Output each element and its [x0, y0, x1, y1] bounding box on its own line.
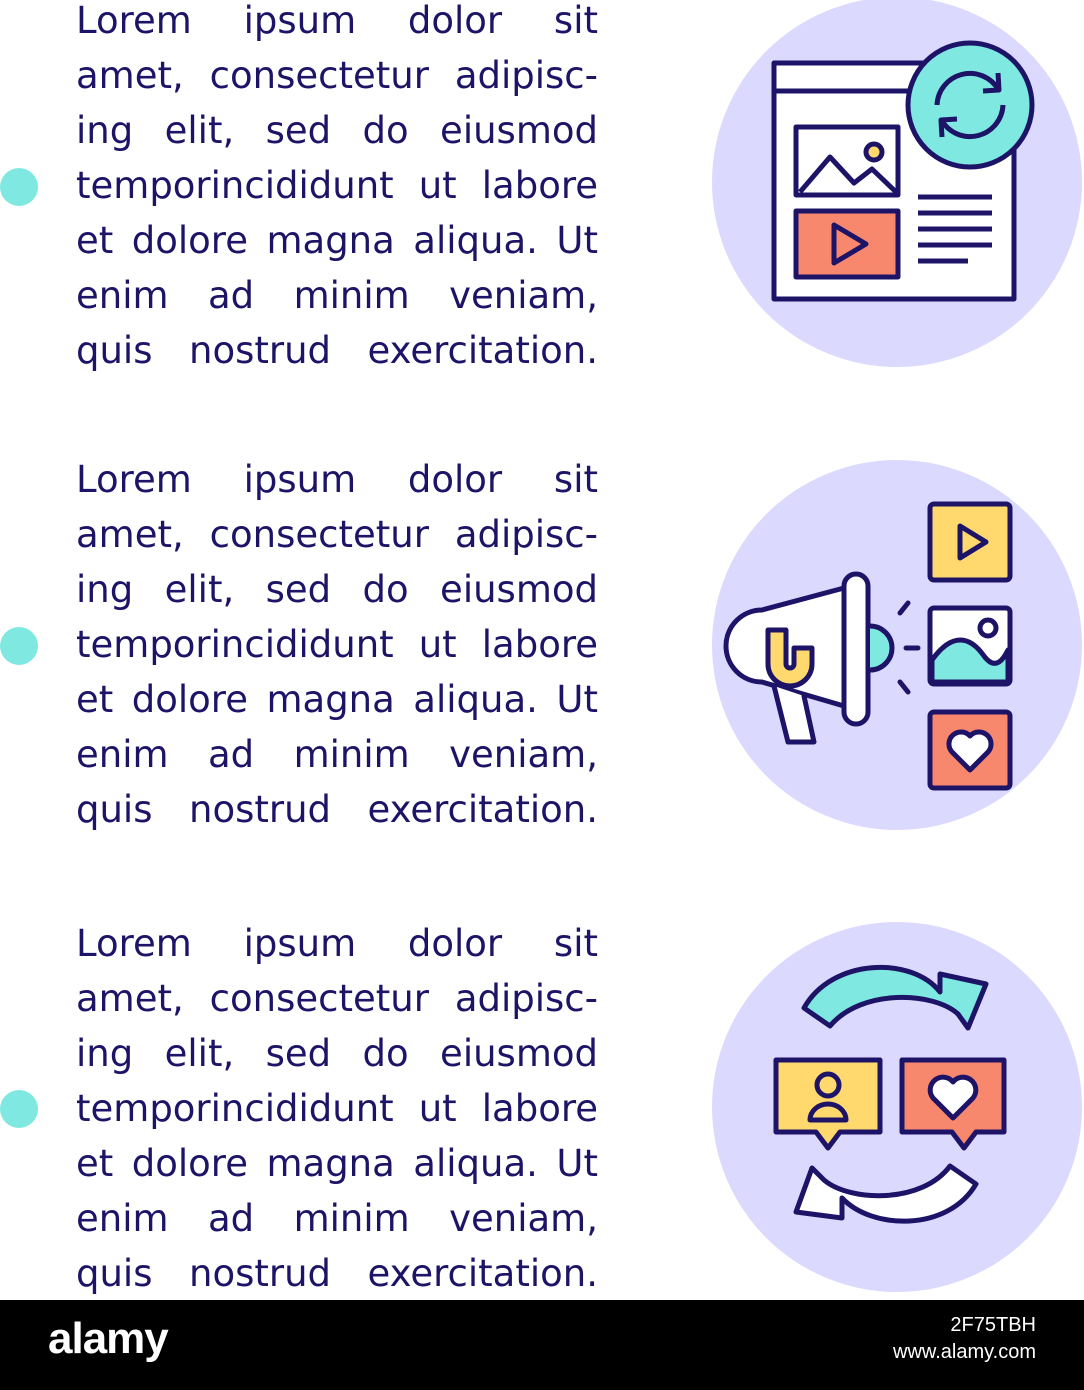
- bullet-dot: [0, 627, 38, 665]
- text-line: temporincididunt ut labore: [76, 1087, 598, 1130]
- icon-circle: [712, 922, 1082, 1292]
- brand-logo: alamy: [48, 1314, 168, 1363]
- image-id: 2F75TBH: [950, 1314, 1036, 1336]
- bullet-dot: [0, 1090, 38, 1128]
- content-refresh-icon: [712, 0, 1082, 367]
- text-line: amet, consectetur adipisc-: [76, 54, 598, 97]
- site-url: www.alamy.com: [893, 1341, 1036, 1363]
- text-line: et dolore magna aliqua. Ut: [76, 219, 598, 262]
- section-text: [76, 0, 598, 378]
- user-like-exchange-icon: [712, 922, 1082, 1292]
- text-line: Lorem ipsum dolor sit: [76, 0, 598, 42]
- section-text: [76, 452, 598, 837]
- text-line: quis nostrud exercitation.: [76, 329, 598, 372]
- text-line: quis nostrud exercitation.: [76, 1252, 598, 1295]
- section-text: [76, 916, 598, 1301]
- image-credit: [893, 1312, 1036, 1366]
- footer-bar: [0, 1300, 1084, 1390]
- text-line: ing elit, sed do eiusmod: [76, 109, 598, 152]
- text-line: amet, consectetur adipisc-: [76, 513, 598, 556]
- text-line: ing elit, sed do eiusmod: [76, 1032, 598, 1075]
- text-line: enim ad minim veniam,: [76, 1197, 598, 1240]
- text-line: et dolore magna aliqua. Ut: [76, 678, 598, 721]
- text-line: et dolore magna aliqua. Ut: [76, 1142, 598, 1185]
- text-line: Lorem ipsum dolor sit: [76, 458, 598, 501]
- icon-circle: [712, 460, 1082, 830]
- megaphone-media-icon: [712, 460, 1082, 830]
- text-line: enim ad minim veniam,: [76, 733, 598, 776]
- text-line: amet, consectetur adipisc-: [76, 977, 598, 1020]
- text-line: temporincididunt ut labore: [76, 164, 598, 207]
- text-line: ing elit, sed do eiusmod: [76, 568, 598, 611]
- text-line: quis nostrud exercitation.: [76, 788, 598, 831]
- text-line: temporincididunt ut labore: [76, 623, 598, 666]
- icon-circle: [712, 0, 1082, 367]
- bullet-dot: [0, 168, 38, 206]
- text-line: enim ad minim veniam,: [76, 274, 598, 317]
- text-line: Lorem ipsum dolor sit: [76, 922, 598, 965]
